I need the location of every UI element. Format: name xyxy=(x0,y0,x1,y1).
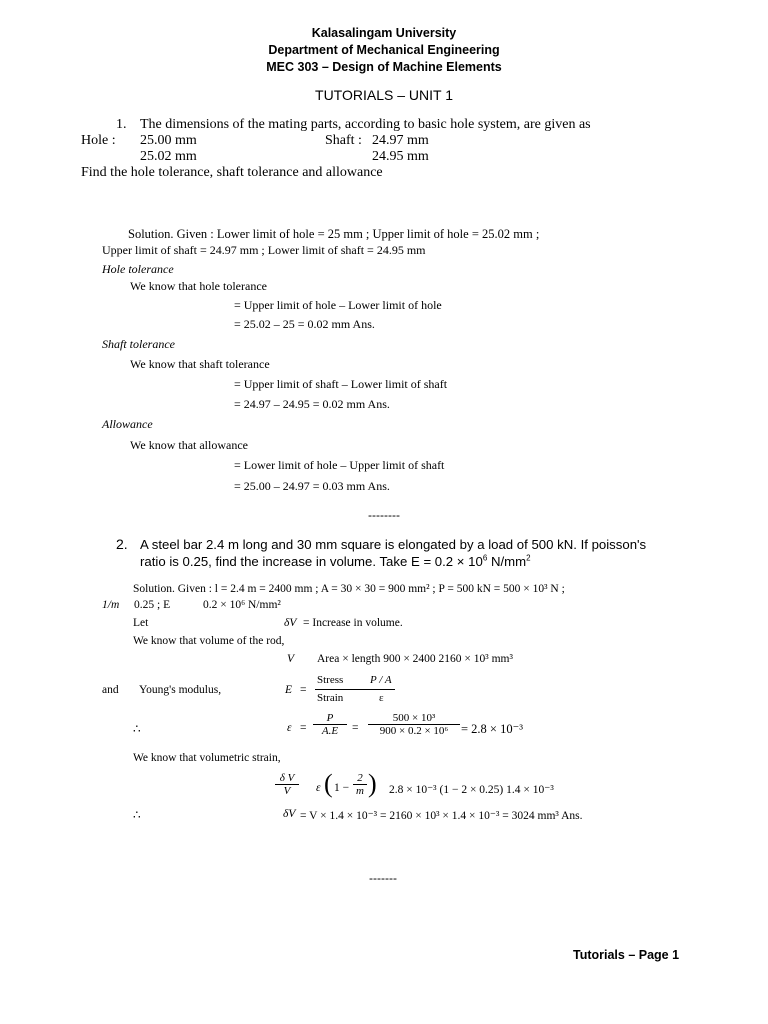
let-label: Let xyxy=(133,617,149,629)
volume-statement: We know that volume of the rod, xyxy=(133,635,285,647)
allowance-formula: = Lower limit of hole – Upper limit of shaft xyxy=(234,458,445,472)
denominator: A.E xyxy=(321,725,339,737)
youngs-modulus-label: Young's modulus, xyxy=(139,684,222,696)
shaft-tolerance-statement: We know that shaft tolerance xyxy=(130,357,270,371)
question-number: 2. xyxy=(116,536,128,552)
separator: ------- xyxy=(369,871,397,885)
fraction-bar xyxy=(315,689,395,690)
department-name: Department of Mechanical Engineering xyxy=(268,43,500,57)
numerator: 500 × 10³ xyxy=(368,712,460,725)
and-label: and xyxy=(102,684,119,696)
strain-symbol: ε xyxy=(379,692,384,704)
given-values: 0.25 ; E xyxy=(134,599,171,611)
shaft-value-1: 24.97 mm xyxy=(372,133,429,148)
stress-label: Stress xyxy=(317,674,344,686)
final-variable: δV xyxy=(283,808,296,820)
volume-variable: V xyxy=(287,653,295,665)
hole-tolerance-formula: = Upper limit of hole – Lower limit of hole xyxy=(234,298,442,312)
strain-symbol: ε xyxy=(316,782,321,794)
one-minus: 1 − xyxy=(334,782,350,794)
numerator: δ V xyxy=(275,772,299,785)
equals-sign: = xyxy=(300,684,307,696)
shaft-label: Shaft : xyxy=(325,133,362,148)
question-number: 1. xyxy=(116,117,127,132)
page-title: TUTORIALS – UNIT 1 xyxy=(315,87,453,103)
therefore-symbol: ∴ xyxy=(133,808,141,822)
hole-tolerance-result: = 25.02 – 25 = 0.02 mm Ans. xyxy=(234,317,375,331)
denominator: V xyxy=(283,785,291,797)
course-title: MEC 303 – Design of Machine Elements xyxy=(266,60,502,74)
hole-tolerance-heading: Hole tolerance xyxy=(102,262,174,276)
allowance-statement: We know that allowance xyxy=(130,438,248,452)
denominator: 900 × 0.2 × 10⁶ xyxy=(379,725,449,737)
hole-tolerance-statement: We know that hole tolerance xyxy=(130,279,267,293)
numerator: P xyxy=(313,712,347,725)
equals-sign: = xyxy=(300,722,307,734)
allowance-heading: Allowance xyxy=(102,417,153,431)
page-footer: Tutorials – Page 1 xyxy=(573,948,680,962)
open-paren: ( xyxy=(324,769,333,798)
let-variable: δV xyxy=(284,617,297,629)
hole-value-1: 25.00 mm xyxy=(140,133,197,148)
solution-given: Solution. Given : l = 2.4 m = 2400 mm ; A = 30 × 30 = 900 mm² ; P = 500 kN = 500 × 10³ N ; xyxy=(133,583,565,595)
close-paren: ) xyxy=(368,769,377,798)
question-task: Find the hole tolerance, shaft tolerance and allowance xyxy=(81,165,383,180)
strain-result: = 2.8 × 10⁻³ xyxy=(461,722,523,736)
shaft-tolerance-heading: Shaft tolerance xyxy=(102,337,175,351)
strain-label: Strain xyxy=(317,692,344,704)
question-text: A steel bar 2.4 m long and 30 mm square is elongated by a load of 500 kN. If poisson's xyxy=(140,537,647,552)
shaft-value-2: 24.95 mm xyxy=(372,149,429,164)
hole-label: Hole : xyxy=(81,133,116,148)
volumetric-strain-statement: We know that volumetric strain, xyxy=(133,752,281,764)
shaft-tolerance-formula: = Upper limit of shaft – Lower limit of shaft xyxy=(234,377,448,391)
strain-fraction xyxy=(313,712,347,737)
solution-given-2: Upper limit of shaft = 24.97 mm ; Lower limit of shaft = 24.95 mm xyxy=(102,243,426,257)
university-name: Kalasalingam University xyxy=(311,26,457,40)
dv-over-v-fraction xyxy=(275,772,299,797)
volume-expression: Area × length 900 × 2400 2160 × 10³ mm³ xyxy=(317,653,513,665)
hole-value-2: 25.02 mm xyxy=(140,149,197,164)
equals-sign: = xyxy=(352,722,359,734)
elastic-modulus: 0.2 × 10⁶ N/mm² xyxy=(203,599,281,611)
poisson-ratio: 1/m xyxy=(102,599,120,611)
question-text-2: ratio is 0.25, find the increase in volume. Take $E = 0.2 \times 10^6$ $N/mm^2$ xyxy=(140,553,531,569)
final-result: = V × 1.4 × 10⁻³ = 2160 × 10³ × 1.4 × 10⁻³ = 3024 mm³ Ans. xyxy=(300,810,583,822)
stress-fraction: P / A xyxy=(370,674,392,686)
two-over-m-fraction xyxy=(353,772,367,797)
let-definition: = Increase in volume. xyxy=(303,617,403,629)
denominator: m xyxy=(356,785,364,797)
separator: -------- xyxy=(368,508,400,522)
shaft-tolerance-result: = 24.97 – 24.95 = 0.02 mm Ans. xyxy=(234,397,390,411)
numerator: 2 xyxy=(353,772,367,785)
therefore-symbol: ∴ xyxy=(133,722,141,736)
allowance-result: = 25.00 – 24.97 = 0.03 mm Ans. xyxy=(234,479,390,493)
youngs-modulus-variable: E xyxy=(285,684,293,696)
volumetric-strain-rhs: 2.8 × 10⁻³ (1 − 2 × 0.25) 1.4 × 10⁻³ xyxy=(389,784,554,796)
solution-given: Solution. Given : Lower limit of hole = 25 mm ; Upper limit of hole = 25.02 mm ; xyxy=(128,227,540,241)
question-text: The dimensions of the mating parts, according to basic hole system, are given as xyxy=(140,117,591,132)
strain-values-fraction xyxy=(368,712,460,737)
strain-variable: ε xyxy=(287,722,292,734)
